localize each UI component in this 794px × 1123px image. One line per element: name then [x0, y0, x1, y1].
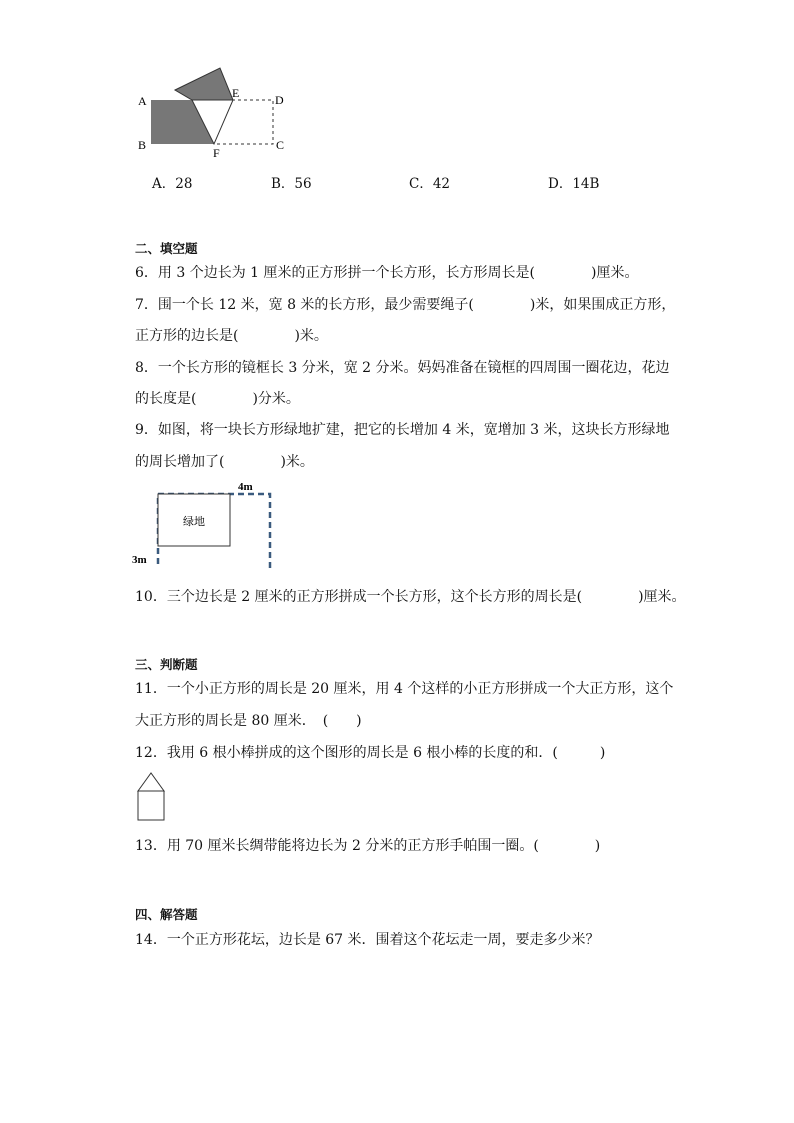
question-14: 14．一个正方形花坛，边长是 67 米．围着这个花坛走一周，要走多少米？: [135, 932, 600, 948]
option-a[interactable]: A．28: [152, 176, 193, 192]
question-8-line-2: 的长度是( )分米。: [135, 391, 300, 407]
question-12: 12．我用 6 根小棒拼成的这个图形的周长是 6 根小棒的长度的和．( ): [135, 745, 606, 761]
question-10: 10．三个边长是 2 厘米的正方形拼成一个长方形，这个长方形的周长是( )厘米。: [135, 589, 686, 605]
folded-shaded-part: [175, 68, 233, 100]
q5-figure: [130, 62, 300, 162]
question-7-line-1: 7．围一个长 12 米，宽 8 米的长方形，最少需要绳子( )米，如果围成正方形，: [135, 297, 676, 313]
question-11-line-2: 大正方形的周长是 80 厘米． ( ): [135, 713, 362, 729]
question-9-line-2: 的周长增加了( )米。: [135, 454, 314, 470]
label-E: E: [232, 86, 240, 100]
section-2-title: 二、填空题: [135, 241, 198, 256]
question-6: 6．用 3 个边长为 1 厘米的正方形拼一个长方形，长方形周长是( )厘米。: [135, 265, 639, 281]
label-B: B: [138, 138, 147, 152]
label-3m: 3m: [132, 554, 147, 566]
option-b[interactable]: B．56: [271, 176, 312, 192]
label-C: C: [276, 138, 285, 152]
green-land-label: 绿地: [183, 516, 205, 528]
section-3-title: 三、判断题: [135, 657, 198, 672]
option-c[interactable]: C．42: [409, 176, 451, 192]
question-7-line-2: 正方形的边长是( )米。: [135, 328, 328, 344]
option-d[interactable]: D．14B: [548, 176, 600, 192]
house-body-square: [138, 791, 164, 820]
label-4m: 4m: [238, 481, 253, 493]
label-F: F: [213, 146, 220, 160]
label-D: D: [275, 93, 284, 107]
question-11-line-1: 11．一个小正方形的周长是 20 厘米，用 4 个这样的小正方形拼成一个大正方形，这个: [135, 681, 674, 697]
label-A: A: [138, 94, 147, 108]
house-roof-triangle: [138, 773, 164, 791]
question-13: 13．用 70 厘米长绸带能将边长为 2 分米的正方形手帕围一圈。( ): [135, 838, 601, 854]
question-9-line-1: 9．如图，将一块长方形绿地扩建，把它的长增加 4 米，宽增加 3 米，这块长方形绿地: [135, 422, 670, 438]
section-4-title: 四、解答题: [135, 907, 198, 922]
q12-house-figure: [134, 768, 170, 824]
question-8-line-1: 8．一个长方形的镜框长 3 分米，宽 2 分米。妈妈准备在镜框的四周围一圈花边，花边: [135, 360, 670, 376]
q9-figure: [130, 476, 280, 568]
